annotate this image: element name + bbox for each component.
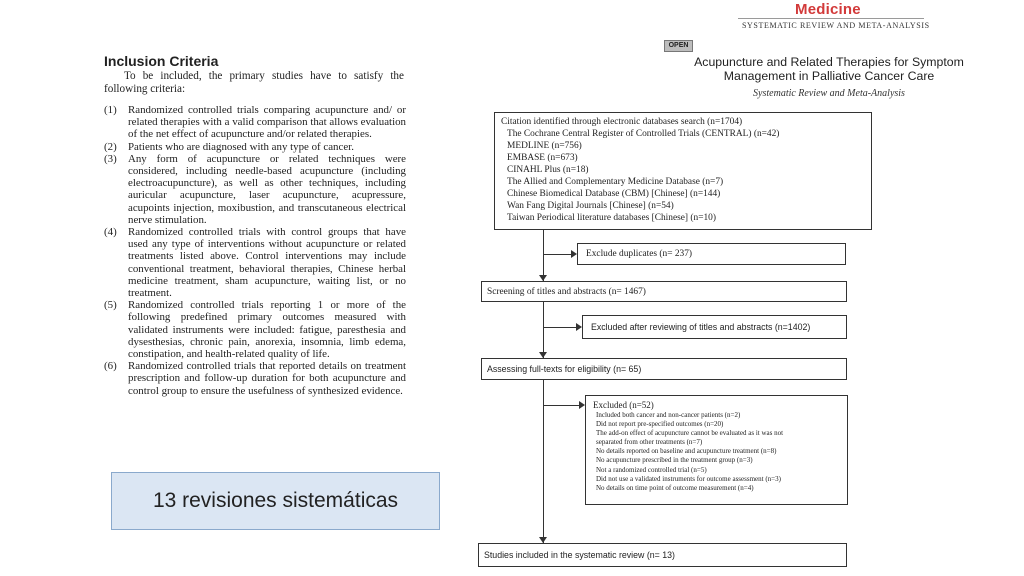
criteria-text: Patients who are diagnosed with any type of cancer. <box>128 140 354 153</box>
flow-box-screening: Screening of titles and abstracts (n= 1467) <box>481 281 847 302</box>
excluded-header: Excluded (n=52) <box>593 400 654 410</box>
excluded-reason: The add-on effect of acupuncture cannot be evaluated as it was not <box>596 429 784 438</box>
excluded-reason: Included both cancer and non-cancer patients (n=2) <box>596 411 741 419</box>
search-source: MEDLINE (n=756) <box>507 141 582 151</box>
journal-section: SYSTEMATIC REVIEW AND META-ANALYSIS <box>742 21 930 30</box>
search-source: CINAHL Plus (n=18) <box>507 165 589 175</box>
criteria-list <box>104 104 406 397</box>
search-source: Chinese Biomedical Database (CBM) [Chinese] (n=144) <box>507 189 721 199</box>
summary-callout: 13 revisiones sistemáticas <box>111 472 440 530</box>
flow-branch-line <box>543 254 571 255</box>
criteria-number: (4) <box>104 226 117 239</box>
criteria-number: (5) <box>104 299 117 312</box>
criteria-item <box>104 153 406 226</box>
criteria-text: Randomized controlled trials with control groups that have used any type of interventions without acupuncture or related treatments listed above. Control interventions may include conventional treatment, behavioral therapies, Chinese herbal medicine treatment, sham acupuncture, waiting list, or no treatment. <box>128 226 406 300</box>
excluded-reason: No details on time point of outcome measurement (n=4) <box>596 483 754 492</box>
criteria-intro: To be included, the primary studies have to satisfy the following criteria: <box>104 70 404 95</box>
journal-logo: Medicine <box>795 1 861 18</box>
criteria-item <box>104 141 406 153</box>
article-title: Acupuncture and Related Therapies for Symptom Management in Palliative Cancer Care <box>694 55 964 83</box>
flow-box-fulltext: Assessing full-texts for eligibility (n= 65) <box>481 358 847 380</box>
search-source: Taiwan Periodical literature databases [Chinese] (n=10) <box>507 213 716 223</box>
criteria-text: Any form of acupuncture or related techniques were considered, including needle-based acupuncture (including electroacupuncture), as well as other techniques, including auricular acupuncture, laser acupuncture, acupressure, acupoints injection, moxibustion, and transcutaneous electrical nerve stimulation. <box>128 152 406 226</box>
flow-box-included: Studies included in the systematic review (n= 13) <box>478 543 847 567</box>
flow-branch-line <box>543 327 576 328</box>
article-subtitle: Systematic Review and Meta-Analysis <box>753 88 905 99</box>
excluded-reason: No acupuncture prescribed in the treatment group (n=3) <box>596 456 753 465</box>
criteria-number: (1) <box>104 104 117 116</box>
excluded-reason: No details reported on baseline and acupuncture treatment (n=8) <box>596 447 777 456</box>
criteria-item <box>104 226 406 299</box>
search-source: Wan Fang Digital Journals [Chinese] (n=54) <box>507 201 674 211</box>
excluded-reason: Did not report pre-specified outcomes (n=20) <box>596 420 724 429</box>
flow-box-duplicates: Exclude duplicates (n= 237) <box>577 243 846 265</box>
criteria-item <box>104 104 406 141</box>
criteria-number: (6) <box>104 360 117 373</box>
excluded-reason: Not a randomized controlled trial (n=5) <box>596 465 707 474</box>
flow-box-excluded-review: Excluded after reviewing of titles and abstracts (n=1402) <box>582 315 847 339</box>
search-header: Citation identified through electronic databases search (n=1704) <box>501 117 743 127</box>
criteria-text: Randomized controlled trials comparing acupuncture and/ or related therapies with a valid comparison that allows evaluation of the net effect of acupuncture and/or related therapies. <box>128 104 406 141</box>
search-source: The Allied and Complementary Medicine Database (n=7) <box>507 177 724 187</box>
flow-branch-line <box>543 405 579 406</box>
criteria-heading: Inclusion Criteria <box>104 53 219 69</box>
excluded-reason: separated from other treatments (n=7) <box>596 438 703 447</box>
criteria-text: Randomized controlled trials reporting 1 or more of the following predefined primary outcomes measured with validated instruments were included: fatigue, paresthesia and dysesthesias, chronic pain, anorexia, insomnia, limb edema, constipation, and health-related quality of life. <box>128 299 406 361</box>
criteria-number: (3) <box>104 152 117 165</box>
flow-box-search <box>494 112 872 230</box>
journal-header-rule <box>738 18 924 19</box>
open-access-badge: OPEN <box>664 40 693 52</box>
criteria-item <box>104 299 406 360</box>
criteria-item <box>104 360 406 397</box>
excluded-reason: Did not use a validated instruments for outcome assessment (n=3) <box>596 474 781 483</box>
criteria-text: Randomized controlled trials that reported details on treatment prescription and follow-up duration for both acupuncture and control group to ensure the usefulness of synthesized evidence. <box>128 360 406 397</box>
criteria-number: (2) <box>104 140 117 153</box>
search-source: EMBASE (n=673) <box>507 153 578 163</box>
flow-box-excluded <box>585 395 848 505</box>
search-source: The Cochrane Central Register of Controlled Trials (CENTRAL) (n=42) <box>507 129 780 139</box>
